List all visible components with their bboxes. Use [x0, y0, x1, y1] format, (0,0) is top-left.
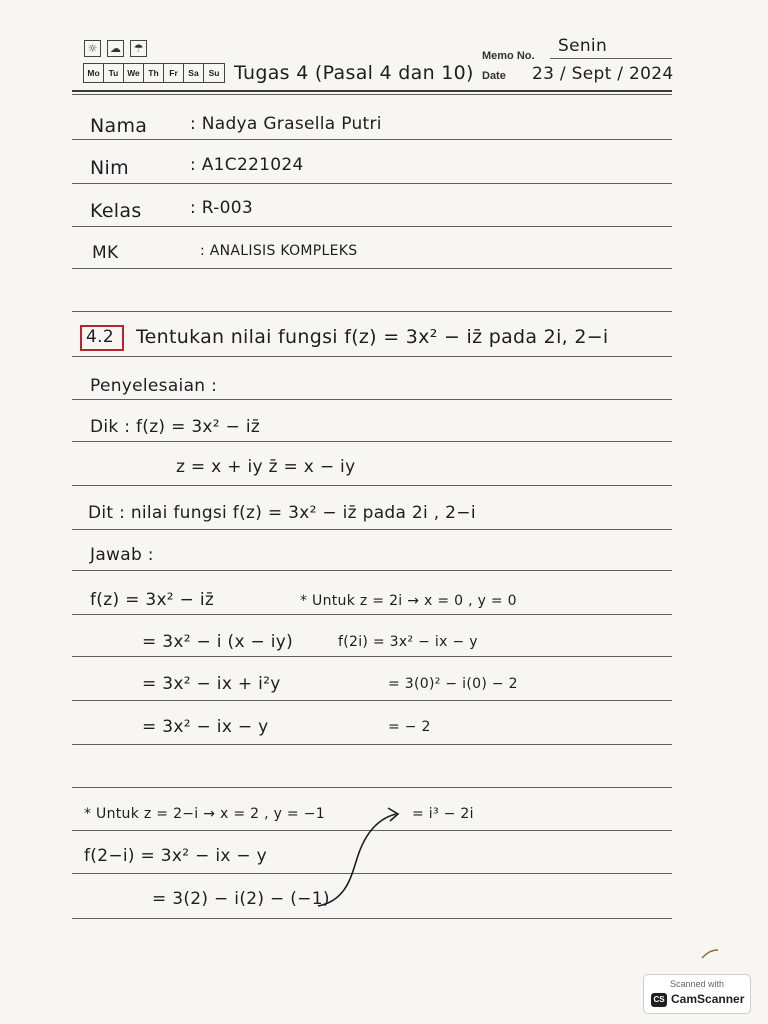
case1-step-1: f(2i) = 3x² − ix − y: [338, 634, 478, 650]
day-mo: Mo: [84, 64, 104, 82]
memo-label: Memo No.: [482, 50, 535, 62]
case2-step-1: f(2−i) = 3x² − ix − y: [84, 846, 268, 866]
day-we: We: [124, 64, 144, 82]
derivation-step-4: = 3x² − ix − y: [142, 717, 269, 737]
identity-label-kelas: Kelas: [90, 200, 142, 222]
date-value: 23 / Sept / 2024: [532, 64, 674, 84]
case1-step-2: = 3(0)² − i(0) − 2: [388, 676, 518, 692]
derivation-step-2: = 3x² − i (x − iy): [142, 632, 294, 652]
day-sa: Sa: [184, 64, 204, 82]
day-tu: Tu: [104, 64, 124, 82]
rain-icon: ☂: [130, 40, 147, 57]
asked-statement: Dit : nilai fungsi f(z) = 3x² − iz̄ pada 2i , 2−i: [88, 503, 476, 523]
derivation-step-3: = 3x² − ix + i²y: [142, 674, 281, 694]
sun-icon: ☼: [84, 40, 101, 57]
identity-value-nama: : Nadya Grasella Putri: [190, 114, 382, 134]
case2-note: = i³ − 2i: [412, 806, 474, 822]
day-su: Su: [208, 68, 220, 78]
identity-value-mk: : ANALISIS KOMPLEKS: [200, 243, 358, 259]
scanned-with-text: Scanned with: [669, 979, 725, 989]
problem-statement: Tentukan nilai fungsi f(z) = 3x² − iz̄ pada 2i, 2−i: [136, 326, 609, 348]
memo-value: Senin: [558, 36, 608, 56]
identity-label-mk: MK: [92, 243, 119, 263]
camscanner-watermark: [643, 974, 751, 1014]
partly-cloudy-icon: ☁: [107, 40, 124, 57]
identity-value-nim: : A1C221024: [190, 155, 304, 175]
case2-title: * Untuk z = 2−i → x = 2 , y = −1: [84, 806, 325, 822]
camscanner-name: CamScanner: [671, 992, 745, 1006]
camscanner-logo-icon: CS: [651, 993, 667, 1007]
given-function: Dik : f(z) = 3x² − iz̄: [90, 417, 261, 437]
date-label: Date: [482, 70, 506, 82]
day-th: Th: [144, 64, 164, 82]
derivation-step-1: f(z) = 3x² − iz̄: [90, 590, 215, 610]
assignment-title: Tugas 4 (Pasal 4 dan 10): [234, 62, 474, 84]
problem-number: 4.2: [86, 327, 114, 347]
solution-heading: Penyelesaian :: [90, 376, 218, 396]
case2-step-2: = 3(2) − i(2) − (−1): [152, 889, 330, 909]
answer-heading: Jawab :: [90, 545, 154, 565]
day-fr: Fr: [164, 64, 184, 82]
pen-mark-icon: [700, 948, 720, 960]
given-z: z = x + iy z̄ = x − iy: [176, 457, 356, 477]
identity-value-kelas: : R-003: [190, 198, 253, 218]
identity-label-nama: Nama: [90, 115, 148, 137]
case1-title: * Untuk z = 2i → x = 0 , y = 0: [300, 593, 517, 609]
case1-step-3: = − 2: [388, 719, 431, 735]
identity-label-nim: Nim: [90, 157, 129, 179]
